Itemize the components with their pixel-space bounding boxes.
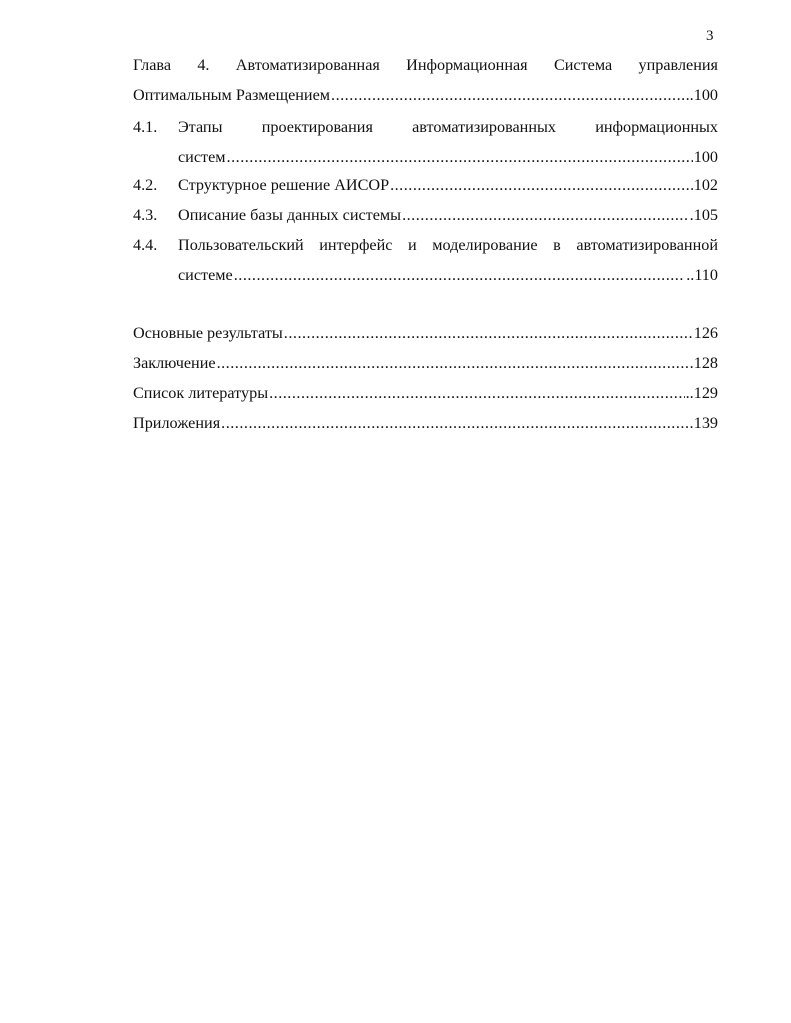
section-4-1-title-cont: систем (178, 148, 226, 166)
chapter-4-page: ..100 (685, 86, 718, 104)
toc-entry-bibliography (133, 384, 718, 406)
dot-leader (390, 176, 693, 195)
chapter-4-title-line2 (133, 86, 718, 108)
entry-page: .128 (689, 354, 718, 372)
entry-page: ..129 (685, 384, 718, 402)
dot-leader (234, 266, 685, 285)
dot-leader (331, 86, 685, 105)
section-4-2 (178, 176, 718, 198)
toc-entry-conclusion (133, 354, 718, 376)
section-4-1-title-line2 (178, 148, 718, 170)
section-4-4-title-cont: системе (178, 266, 233, 284)
section-number: 4.2. (133, 176, 158, 194)
section-4-1-title-line1: Этапы проектирования автоматизированных информационных (178, 118, 718, 136)
entry-page: 126 (693, 324, 718, 342)
dot-leader (402, 206, 689, 225)
section-4-3-page: .105 (689, 206, 718, 224)
section-4-3-title: Описание базы данных системы (178, 206, 402, 224)
section-4-4-title-line2 (178, 266, 718, 288)
toc-entry-appendices (133, 414, 718, 436)
section-4-4-title-line1: Пользовательский интерфейс и моделирование в автоматизированной (178, 236, 718, 254)
dot-leader (217, 354, 689, 373)
entry-page: 139 (693, 414, 718, 432)
entry-title: Список литературы (133, 384, 269, 402)
section-4-4-page: ..110 (686, 266, 718, 284)
chapter-4-title-line1: Глава 4. Автоматизированная Информационная Система управления (133, 56, 718, 74)
dot-leader (269, 384, 685, 403)
page-number: 3 (706, 28, 714, 44)
dot-leader (221, 414, 693, 433)
entry-title: Основные результаты (133, 324, 283, 342)
entry-title: Заключение (133, 354, 216, 372)
section-number: 4.3. (133, 206, 158, 224)
dot-leader (227, 148, 693, 167)
toc-entry-results (133, 324, 718, 346)
section-number: 4.1. (133, 118, 158, 136)
section-4-2-page: 102 (693, 176, 718, 194)
chapter-4-title-cont: Оптимальным Размещением (133, 86, 331, 104)
section-4-2-title: Структурное решение АИСОР (178, 176, 390, 194)
section-number: 4.4. (133, 236, 158, 254)
entry-title: Приложения (133, 414, 221, 432)
dot-leader (284, 324, 693, 343)
section-4-3 (178, 206, 718, 228)
section-4-1-page: 100 (693, 148, 718, 166)
